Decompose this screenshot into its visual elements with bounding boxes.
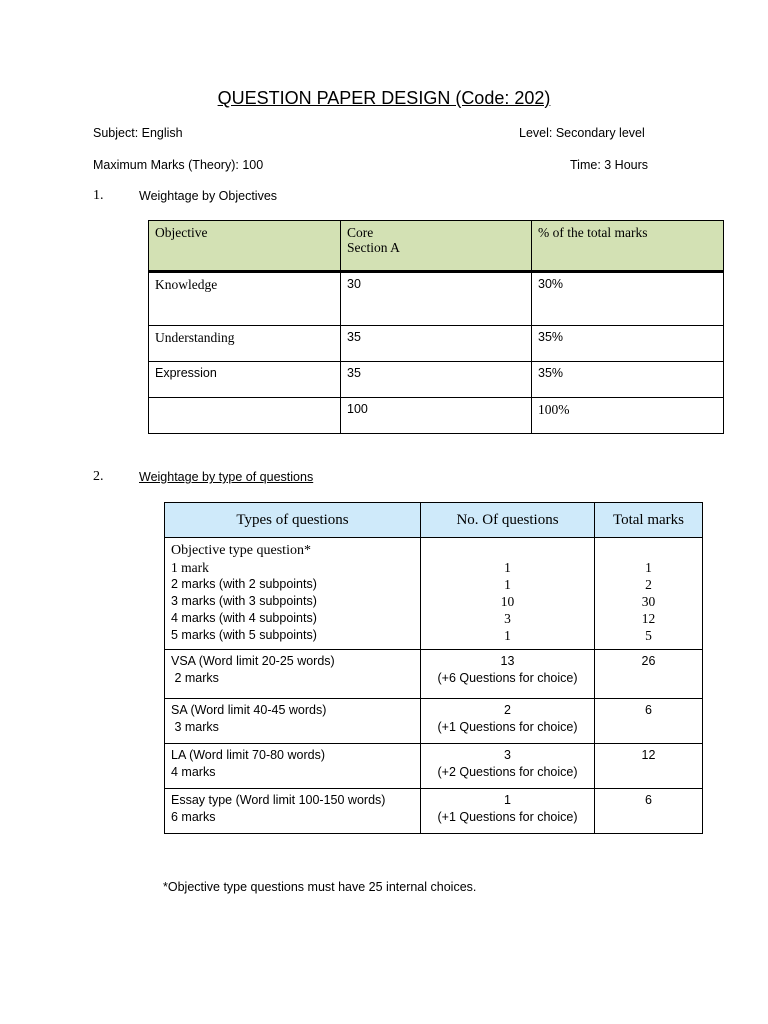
percent-cell: 100%: [532, 398, 724, 434]
table-header-row: [165, 503, 703, 538]
table-row: [149, 272, 724, 326]
section-2-number: 2.: [93, 469, 104, 484]
objective-types-cell: Objective type question* 1 mark 2 marks (with 2 subpoints) 3 marks (with 3 subpoints) 4 marks (with 4 subpoints) 5 marks (with 5 subpoints): [165, 538, 421, 650]
level-label: Level: Secondary level: [519, 126, 645, 140]
core-cell: 35: [341, 362, 532, 398]
objective-marks-cell: 1 2 30 12 5: [595, 538, 703, 650]
total-cell: 26: [595, 650, 703, 699]
core-cell: 30: [341, 272, 532, 326]
section-1-number: 1.: [93, 188, 104, 203]
table-row: [165, 699, 703, 744]
objectives-table: [148, 220, 724, 434]
percent-cell: 35%: [532, 362, 724, 398]
table-row: [165, 650, 703, 699]
section-1-heading: Weightage by Objectives: [139, 189, 278, 203]
total-cell: 6: [595, 789, 703, 834]
percent-cell: 35%: [532, 326, 724, 362]
objective-cell: Understanding: [149, 326, 341, 362]
objective-cell: [149, 398, 341, 434]
subject-label: Subject: English: [93, 126, 183, 140]
header-count: No. Of questions: [421, 503, 595, 538]
question-types-table: [164, 502, 703, 834]
table-row: [149, 398, 724, 434]
core-cell: 35: [341, 326, 532, 362]
header-core: Core Section A: [341, 221, 532, 272]
time-label: Time: 3 Hours: [570, 158, 649, 172]
table-row: [165, 744, 703, 789]
percent-cell: 30%: [532, 272, 724, 326]
total-cell: 12: [595, 744, 703, 789]
header-types: Types of questions: [165, 503, 421, 538]
table-row: [165, 789, 703, 834]
count-cell: 13 (+6 Questions for choice): [421, 650, 595, 699]
page-title: QUESTION PAPER DESIGN (Code: 202): [217, 88, 551, 108]
objective-cell: Expression: [149, 362, 341, 398]
footnote: *Objective type questions must have 25 internal choices.: [163, 880, 477, 894]
core-cell: 100: [341, 398, 532, 434]
count-cell: 3 (+2 Questions for choice): [421, 744, 595, 789]
type-cell: SA (Word limit 40-45 words) 3 marks: [165, 699, 421, 744]
type-cell: VSA (Word limit 20-25 words) 2 marks: [165, 650, 421, 699]
max-marks-label: Maximum Marks (Theory): 100: [93, 158, 264, 172]
table-header-row: [149, 221, 724, 272]
table-row: [149, 326, 724, 362]
header-percent: % of the total marks: [532, 221, 724, 272]
type-cell: LA (Word limit 70-80 words) 4 marks: [165, 744, 421, 789]
objective-counts-cell: 1 1 10 3 1: [421, 538, 595, 650]
header-total: Total marks: [595, 503, 703, 538]
table-row: [149, 362, 724, 398]
header-objective: Objective: [149, 221, 341, 272]
objective-cell: Knowledge: [149, 272, 341, 326]
count-cell: 1 (+1 Questions for choice): [421, 789, 595, 834]
type-cell: Essay type (Word limit 100-150 words) 6 marks: [165, 789, 421, 834]
count-cell: 2 (+1 Questions for choice): [421, 699, 595, 744]
table-row: [165, 538, 703, 650]
total-cell: 6: [595, 699, 703, 744]
section-2-heading: Weightage by type of questions: [139, 470, 314, 484]
